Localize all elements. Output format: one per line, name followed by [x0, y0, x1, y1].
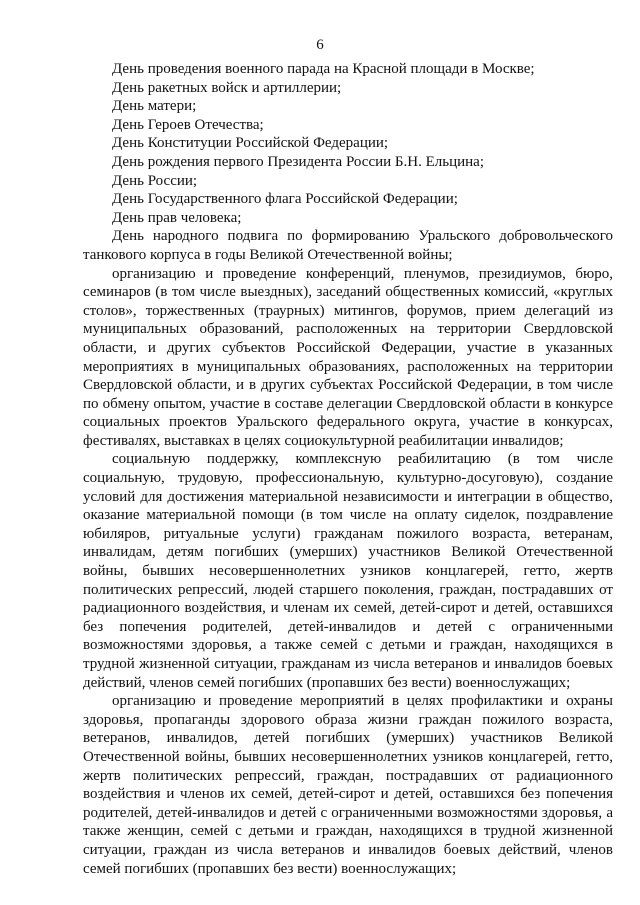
list-item-rocket-forces-day: День ракетных войск и артиллерии;: [112, 79, 342, 96]
paragraph-health-events: организацию и проведение мероприятий в целях профилактики и охраны здоровья, пропаганды здорового образа жизни граждан пожилого возраста, ветеранов, инвалидов, детей погибших (умерших) участников Великой Отечественной войны, бывших несовершеннолетних узников концлагерей, гетто, жертв политических репрессий, граждан, пострадавших от радиационного воздействия и членов их семей, детей-сирот и детей, оставшихся без попечения родителей, детей-инвалидов и детей с ограниченными возможностями здоровья, а также женщин, семей с детьми и граждан, находящихся в трудной жизненной ситуации, граждан из числа ветеранов и инвалидов боевых действий, членов семей погибших (пропавших без вести) военнослужащих;: [83, 693, 613, 877]
paragraph-social-support: социальную поддержку, комплексную реабилитацию (в том числе социальную, трудовую, профессиональную, культурно-досуговую), создание условий для достижения материальной независимости и интеграции в общество, оказание материальной помощи (в том числе на оплату сиделок, поздравление юбиляров, ритуальные услуги) гражданам пожилого возраста, ветеранам, инвалидам, детям погибших (умерших) участников Великой Отечественной войны, бывших несовершеннолетних узников концлагерей, гетто, жертв политических репрессий, людей старшего поколения, граждан, пострадавших от радиационного воздействия, и членам их семей, детей-сирот и детей, оставшихся без попечения родителей, детей-инвалидов и детей с ограниченными возможностями здоровья, а также семей с детьми и граждан, находящихся в трудной жизненной ситуации, гражданам из числа ветеранов и инвалидов боевых действий, членов семей погибших (пропавших без вести) военнослужащих;: [83, 451, 613, 691]
list-item-mothers-day: День матери;: [112, 98, 197, 115]
document-body: [83, 60, 613, 878]
list-item-yeltsin-birthday: День рождения первого Президента России Б.Н. Ельцина;: [112, 153, 485, 170]
list-item-russia-day: День России;: [112, 172, 198, 189]
list-item-constitution-day: День Конституции Российской Федерации;: [112, 135, 389, 152]
list-item-parade-day: День проведения военного парада на Красной площади в Москве;: [112, 61, 535, 77]
page-number: 6: [316, 37, 324, 53]
list-item-heroes-day: День Героев Отечества;: [112, 116, 264, 133]
paragraph-conferences: организацию и проведение конференций, пленумов, президиумов, бюро, семинаров (в том числе выездных), заседаний общественных комиссий, «круглых столов», торжественных (траурных) митингов, форумов, прием делегаций из муниципальных образований, расположенных на территории Свердловской области, и других субъектов Российской Федерации, участие в указанных мероприятиях в муниципальных образованиях, расположенных на территории Свердловской области, и в других субъектах Российской Федерации, в том числе по обмену опытом, участие в составе делегации Свердловской области в конкурсе социальных проектов Уральского федерального округа, участие в конкурсах, фестивалях, выставках в целях социокультурной реабилитации инвалидов;: [83, 265, 613, 449]
list-item-flag-day: День Государственного флага Российской Федерации;: [112, 191, 458, 208]
list-item-tank-corps-day: День народного подвига по формированию Уральского добровольческого танкового корпуса в годы Великой Отечественной войны;: [83, 228, 613, 263]
list-item-human-rights-day: День прав человека;: [112, 209, 242, 226]
